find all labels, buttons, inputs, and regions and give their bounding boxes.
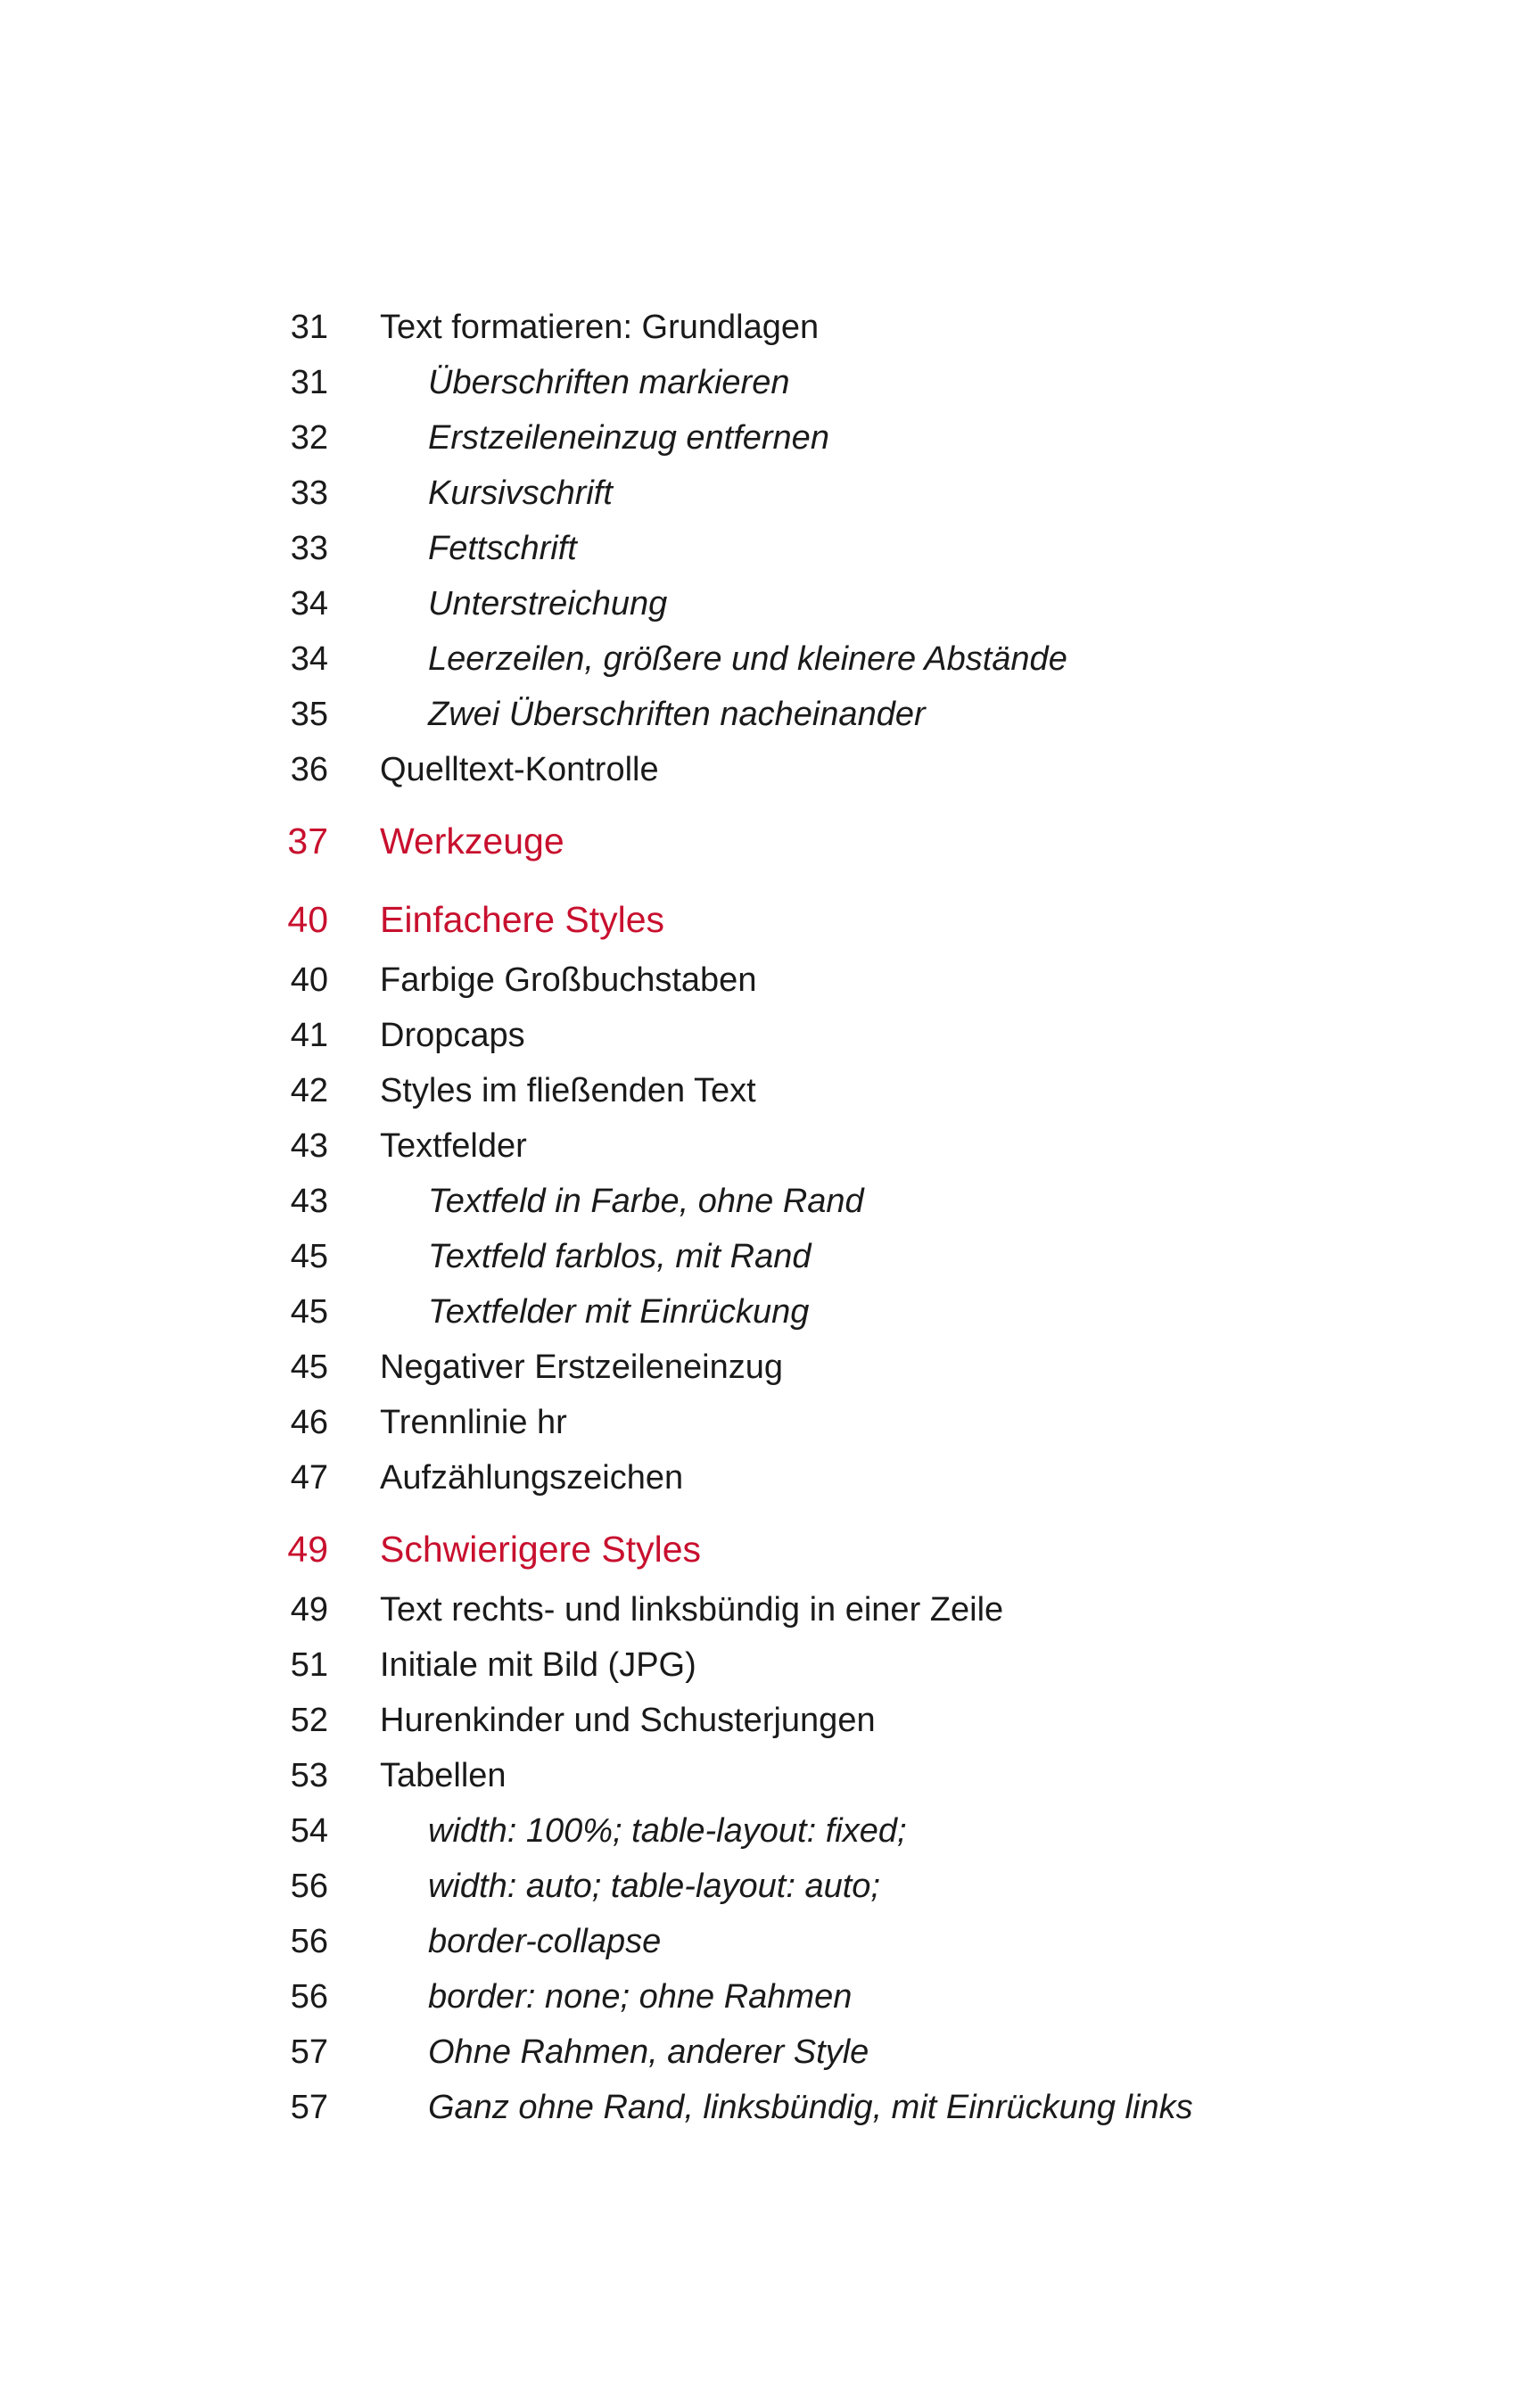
toc-page-number: 42 <box>290 1072 328 1109</box>
toc-page-number: 40 <box>290 961 328 999</box>
toc-subentry <box>268 2080 1338 2135</box>
toc-page-number: 34 <box>290 640 328 678</box>
toc-subentry <box>268 466 1338 521</box>
toc-title: Fettschrift <box>428 530 577 567</box>
toc-title: Text rechts- und linksbündig in einer Zeile <box>380 1591 1004 1629</box>
toc-title: Erstzeileneinzug entfernen <box>428 419 829 457</box>
toc-title: Textfeld farblos, mit Rand <box>428 1238 812 1275</box>
toc-page-number: 32 <box>290 419 328 457</box>
toc-page-number: 33 <box>290 530 328 567</box>
toc-page-number: 56 <box>290 1923 328 1960</box>
toc-page-number: 52 <box>290 1702 328 1739</box>
toc-subentry <box>268 1284 1338 1340</box>
toc-title: width: 100%; table-layout: fixed; <box>428 1812 907 1850</box>
toc-page-number: 34 <box>290 585 328 623</box>
toc-entry <box>268 1693 1338 1748</box>
toc-page-number: 57 <box>290 2089 328 2126</box>
toc-page-number: 36 <box>290 751 328 788</box>
toc-subentry <box>268 687 1338 742</box>
toc-entry <box>268 952 1338 1008</box>
toc-page-number: 40 <box>287 899 328 940</box>
toc-chapter-heading <box>268 887 1338 952</box>
toc-title: Textfelder mit Einrückung <box>428 1293 810 1331</box>
toc-subentry <box>268 1969 1338 2025</box>
toc-chapter-heading <box>268 808 1338 874</box>
toc-page-number: 35 <box>290 696 328 733</box>
toc-subentry <box>268 355 1338 410</box>
toc-subentry <box>268 1174 1338 1229</box>
toc-title: width: auto; table-layout: auto; <box>428 1868 880 1905</box>
toc-subentry <box>268 521 1338 576</box>
toc-title: Initiale mit Bild (JPG) <box>380 1646 696 1684</box>
toc-entry <box>268 742 1338 797</box>
toc-entry <box>268 1748 1338 1803</box>
toc-chapter-heading <box>268 1516 1338 1582</box>
toc-title: Styles im fließenden Text <box>380 1072 756 1109</box>
toc-page-number: 37 <box>287 821 328 862</box>
toc-title: Negativer Erstzeileneinzug <box>380 1348 784 1386</box>
toc-page-number: 49 <box>290 1591 328 1629</box>
toc-page-number: 45 <box>290 1238 328 1275</box>
toc-page-number: 54 <box>290 1812 328 1850</box>
toc-page-number: 33 <box>290 474 328 512</box>
toc-title: Textfelder <box>380 1127 527 1165</box>
toc-subentry <box>268 2025 1338 2080</box>
toc-entry <box>268 1008 1338 1063</box>
toc-page-number: 43 <box>290 1183 328 1220</box>
toc-title: Ganz ohne Rand, linksbündig, mit Einrückung links <box>428 2089 1193 2126</box>
toc-title: Überschriften markieren <box>428 364 790 401</box>
toc-entry <box>268 1450 1338 1505</box>
toc-title: Ohne Rahmen, anderer Style <box>428 2033 869 2071</box>
toc-title: Trennlinie hr <box>380 1404 567 1441</box>
toc-entry <box>268 1582 1338 1637</box>
toc-title: Quelltext-Kontrolle <box>380 751 659 788</box>
toc-entry <box>268 1118 1338 1174</box>
toc-entry <box>268 1637 1338 1693</box>
toc-title: border: none; ohne Rahmen <box>428 1978 853 2016</box>
table-of-contents <box>268 300 1338 2135</box>
toc-title: Dropcaps <box>380 1017 525 1054</box>
toc-page-number: 47 <box>290 1459 328 1497</box>
toc-page-number: 49 <box>287 1529 328 1570</box>
toc-page-number: 53 <box>290 1757 328 1794</box>
toc-page-number: 43 <box>290 1127 328 1165</box>
toc-title: Kursivschrift <box>428 474 613 512</box>
toc-title: Zwei Überschriften nacheinander <box>428 696 926 733</box>
toc-title: Text formatieren: Grundlagen <box>380 309 820 346</box>
toc-page-number: 31 <box>290 309 328 346</box>
toc-title: Aufzählungszeichen <box>380 1459 684 1497</box>
toc-page-number: 57 <box>290 2033 328 2071</box>
toc-subentry <box>268 410 1338 466</box>
toc-subentry <box>268 576 1338 631</box>
toc-title: Leerzeilen, größere und kleinere Abstände <box>428 640 1067 678</box>
toc-subentry <box>268 1803 1338 1859</box>
toc-entry <box>268 1063 1338 1118</box>
toc-page-number: 51 <box>290 1646 328 1684</box>
toc-title: Unterstreichung <box>428 585 668 623</box>
toc-page-number: 41 <box>290 1017 328 1054</box>
toc-subentry <box>268 1914 1338 1969</box>
toc-title: Tabellen <box>380 1757 507 1794</box>
toc-page-number: 56 <box>290 1868 328 1905</box>
toc-page-number: 45 <box>290 1293 328 1331</box>
toc-entry <box>268 1395 1338 1450</box>
toc-subentry <box>268 1859 1338 1914</box>
toc-entry <box>268 300 1338 355</box>
toc-title: Textfeld in Farbe, ohne Rand <box>428 1183 864 1220</box>
toc-subentry <box>268 631 1338 687</box>
toc-title: border-collapse <box>428 1923 662 1960</box>
toc-page-number: 31 <box>290 364 328 401</box>
toc-title: Farbige Großbuchstaben <box>380 961 757 999</box>
toc-page-number: 46 <box>290 1404 328 1441</box>
toc-title: Einfachere Styles <box>380 899 665 940</box>
toc-title: Hurenkinder und Schusterjungen <box>380 1702 876 1739</box>
toc-page-number: 56 <box>290 1978 328 2016</box>
toc-title: Schwierigere Styles <box>380 1529 702 1570</box>
toc-subentry <box>268 1229 1338 1284</box>
toc-title: Werkzeuge <box>380 821 564 862</box>
toc-entry <box>268 1340 1338 1395</box>
toc-page-number: 45 <box>290 1348 328 1386</box>
